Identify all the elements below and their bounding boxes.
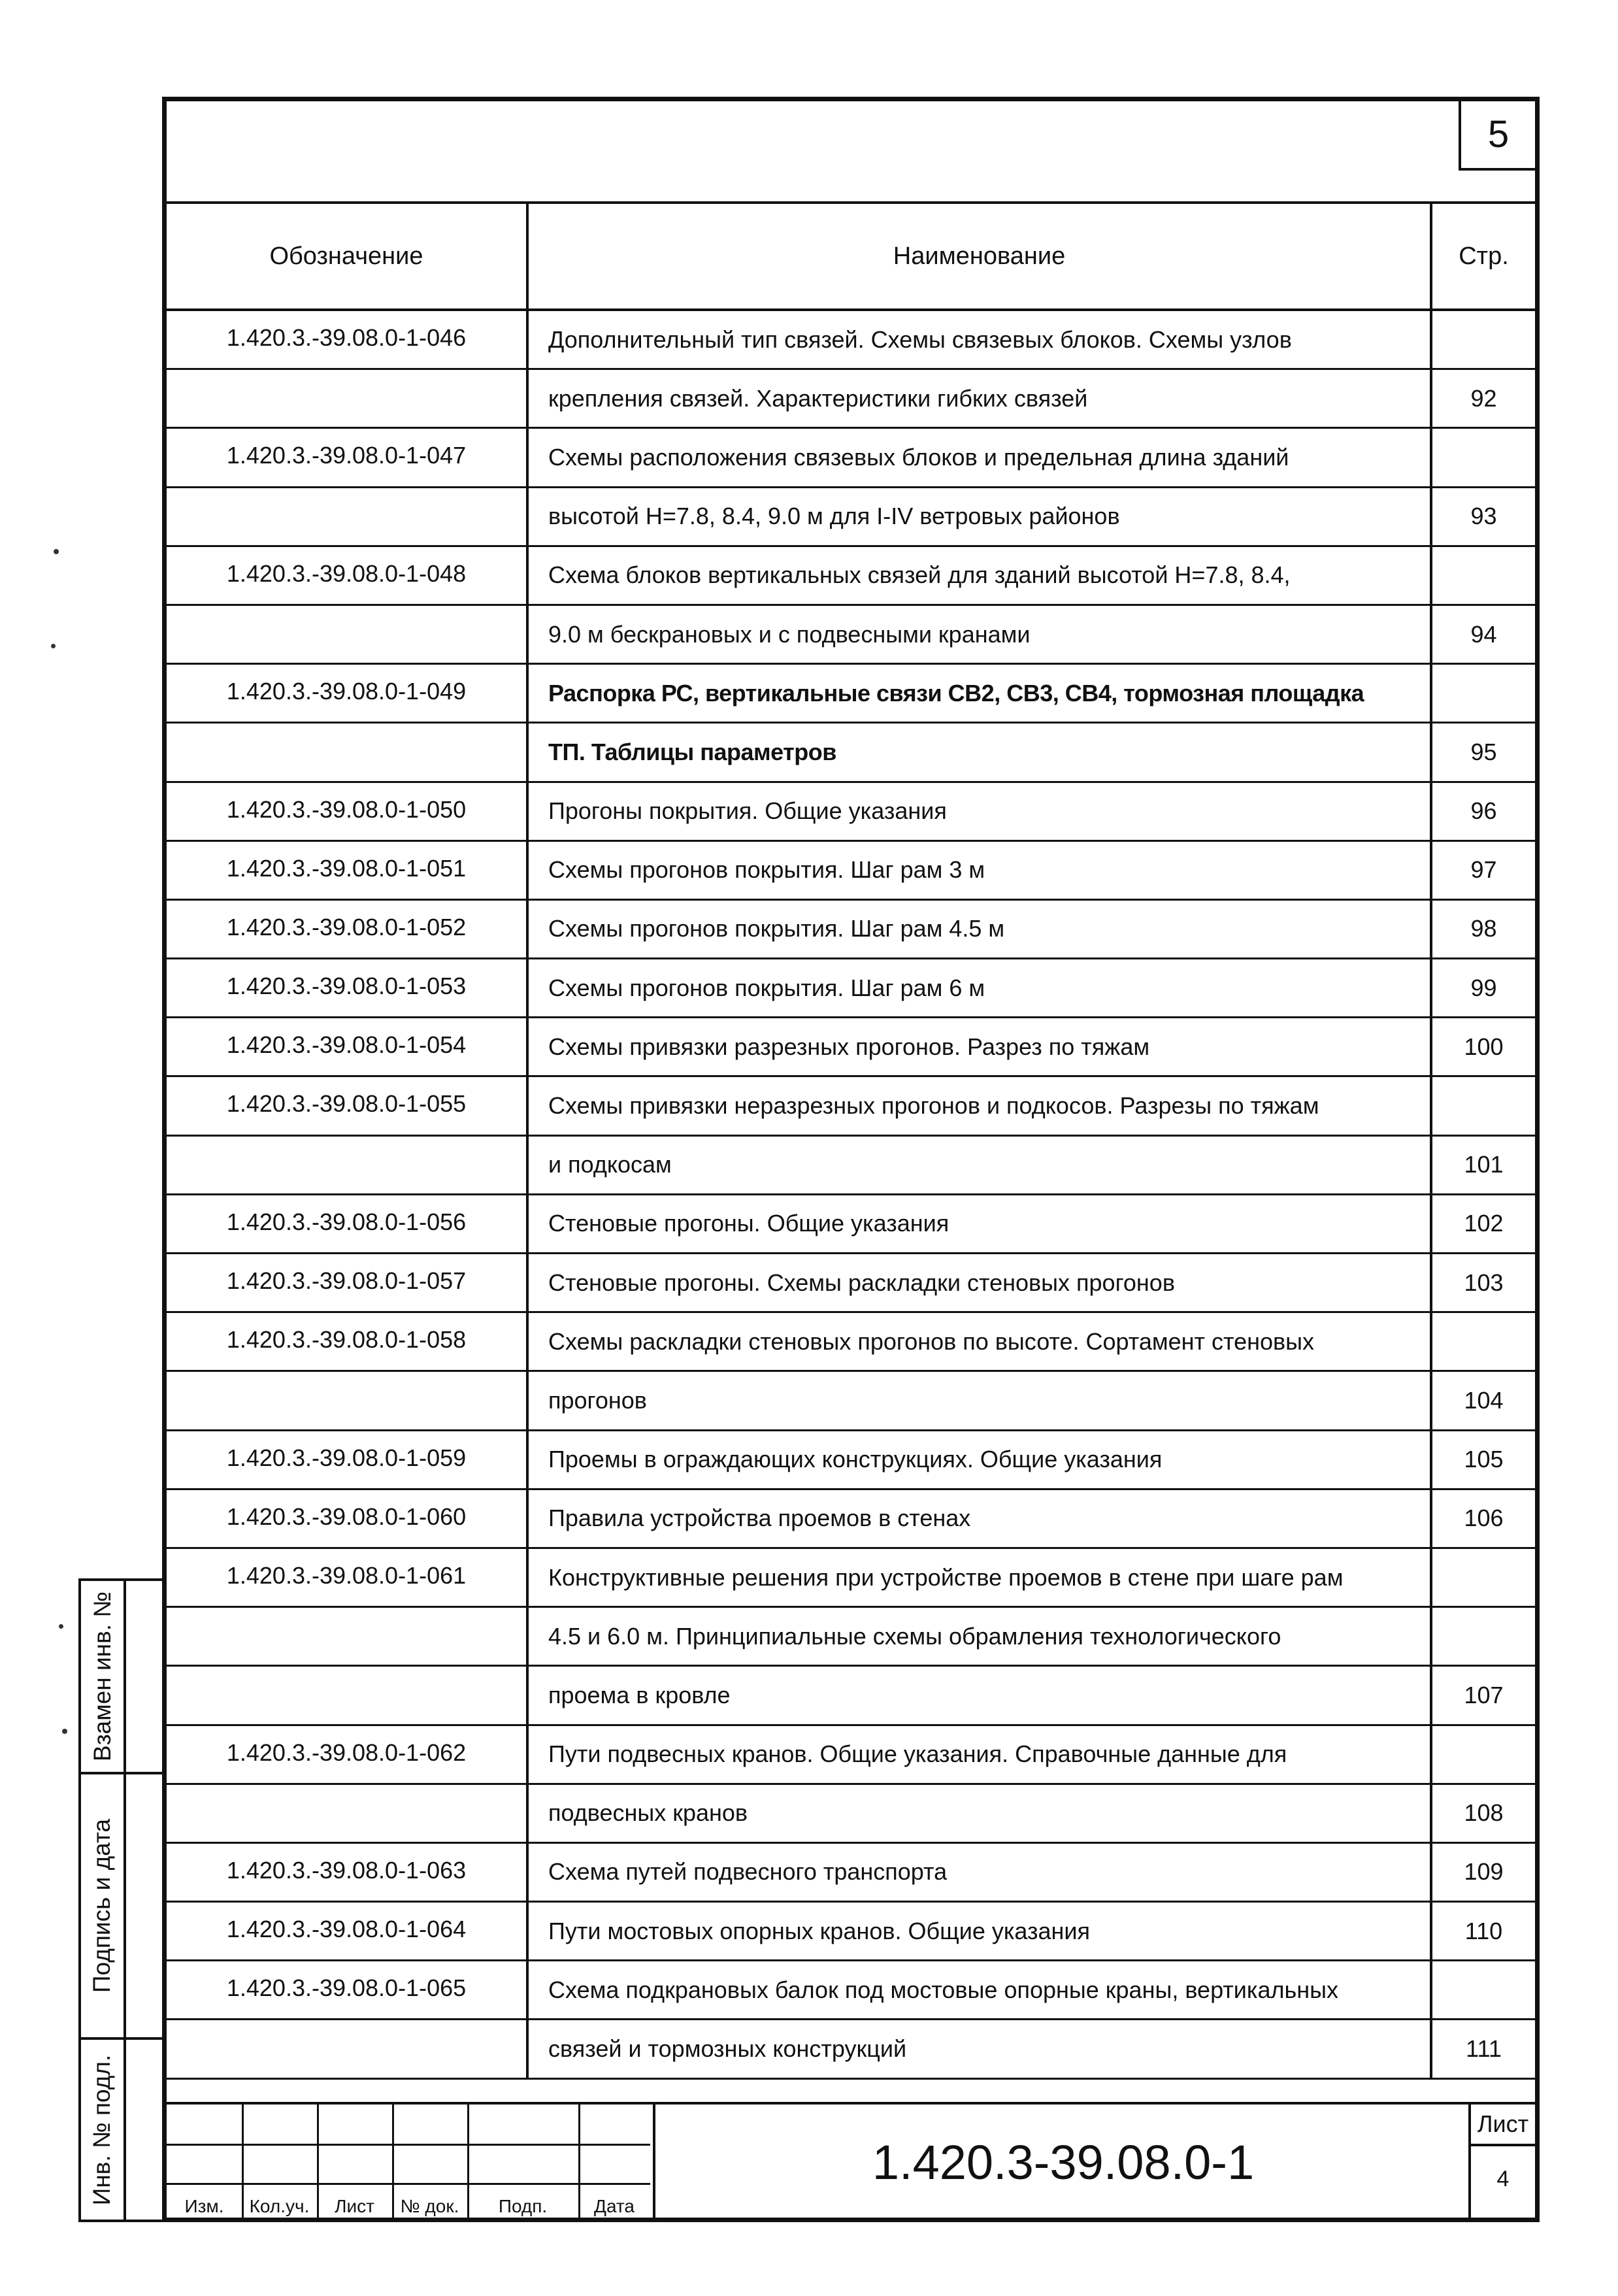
table-row: [167, 842, 1535, 901]
row-code: [167, 1137, 526, 1193]
side-label-sign: Подпись и дата: [88, 1818, 116, 1993]
row-name: Конструктивные решения при устройстве проемов в стене при шаге рам: [526, 1549, 1430, 1606]
row-name: Правила устройства проемов в стенах: [526, 1490, 1430, 1547]
row-page: 99: [1430, 959, 1535, 1016]
row-name: связей и тормозных конструкций: [526, 2020, 1430, 2077]
sheet-value: 4: [1496, 2166, 1510, 2191]
table-row: [167, 1018, 1535, 1077]
row-code: 1.420.3.-39.08.0-1-056: [226, 1208, 467, 1235]
document-code: 1.420.3-39.08.0-1: [653, 2105, 1471, 2220]
row-page: 93: [1430, 488, 1535, 545]
row-code: 1.420.3.-39.08.0-1-064: [226, 1916, 467, 1943]
row-code: 1.420.3.-39.08.0-1-052: [226, 913, 467, 940]
row-name: Схемы прогонов покрытия. Шаг рам 4.5 м: [526, 901, 1430, 957]
row-name: Схемы прогонов покрытия. Шаг рам 6 м: [526, 959, 1430, 1016]
stamp-label-list: Лист: [335, 2196, 374, 2216]
row-name: Схемы расположения связевых блоков и предельная длина зданий: [526, 429, 1430, 486]
table-header: [167, 201, 1535, 311]
row-page: [1430, 665, 1535, 722]
row-code: [167, 370, 526, 427]
page-number: 5: [1459, 100, 1536, 171]
table-row: [167, 1903, 1535, 1961]
row-page: 102: [1430, 1195, 1535, 1252]
row-page: 110: [1430, 1903, 1535, 1959]
row-name: Распорка РС, вертикальные связи СВ2, СВ3, СВ4, тормозная площадка: [526, 665, 1430, 722]
table-row: [167, 1844, 1535, 1903]
table-row: [167, 1608, 1535, 1667]
row-name: Стеновые прогоны. Общие указания: [526, 1195, 1430, 1252]
row-code: 1.420.3.-39.08.0-1-058: [226, 1326, 467, 1354]
table-row: [167, 1431, 1535, 1490]
table-row: [167, 1372, 1535, 1431]
table-row: [167, 1549, 1535, 1608]
side-inv-original: [78, 2037, 167, 2222]
row-code: 1.420.3.-39.08.0-1-055: [226, 1090, 467, 1118]
row-name: Схема подкрановых балок под мостовые опорные краны, вертикальных: [526, 1961, 1430, 2018]
title-block: [167, 2102, 1535, 2220]
row-page: 96: [1430, 783, 1535, 840]
row-name: Схемы прогонов покрытия. Шаг рам 3 м: [526, 842, 1430, 899]
row-name: крепления связей. Характеристики гибких связей: [526, 370, 1430, 427]
row-page: 107: [1430, 1667, 1535, 1723]
row-name: проема в кровле: [526, 1667, 1430, 1723]
row-name: высотой Н=7.8, 8.4, 9.0 м для I-IV ветровых районов: [526, 488, 1430, 545]
header-code: Обозначение: [269, 242, 423, 270]
row-page: [1430, 429, 1535, 486]
table-row: [167, 2020, 1535, 2079]
row-code: 1.420.3.-39.08.0-1-062: [226, 1739, 467, 1766]
row-page: 92: [1430, 370, 1535, 427]
row-page: 109: [1430, 1844, 1535, 1901]
scan-speck: [51, 644, 56, 648]
row-page: 97: [1430, 842, 1535, 899]
row-name: подвесных кранов: [526, 1785, 1430, 1842]
row-page: [1430, 1313, 1535, 1370]
table-row: [167, 1313, 1535, 1372]
row-page: 105: [1430, 1431, 1535, 1488]
row-name: Дополнительный тип связей. Схемы связевых блоков. Схемы узлов: [526, 311, 1430, 368]
row-code: 1.420.3.-39.08.0-1-059: [226, 1444, 467, 1471]
table-row: [167, 1195, 1535, 1254]
row-code: [167, 488, 526, 545]
table-row: [167, 1961, 1535, 2020]
revision-grid: [167, 2105, 650, 2220]
table-row: [167, 488, 1535, 547]
row-name: Прогоны покрытия. Общие указания: [526, 783, 1430, 840]
header-page: Стр.: [1430, 204, 1535, 308]
row-page: [1430, 1077, 1535, 1134]
row-name: и подкосам: [526, 1137, 1430, 1193]
row-code: 1.420.3.-39.08.0-1-057: [226, 1267, 467, 1294]
row-code: [167, 1608, 526, 1665]
row-code: 1.420.3.-39.08.0-1-048: [226, 559, 467, 587]
table-row: [167, 370, 1535, 429]
row-code: 1.420.3.-39.08.0-1-046: [226, 324, 467, 351]
row-code: 1.420.3.-39.08.0-1-053: [226, 973, 467, 1000]
side-replace-inv: [78, 1578, 167, 1774]
row-code: 1.420.3.-39.08.0-1-061: [226, 1561, 467, 1589]
row-page: [1430, 1726, 1535, 1783]
table-row: [167, 783, 1535, 842]
row-page: 108: [1430, 1785, 1535, 1842]
table-row: [167, 311, 1535, 370]
row-code: 1.420.3.-39.08.0-1-054: [226, 1031, 467, 1059]
row-page: 94: [1430, 606, 1535, 663]
row-code: 1.420.3.-39.08.0-1-051: [226, 854, 467, 882]
row-name: ТП. Таблицы параметров: [526, 724, 1430, 780]
row-page: [1430, 1608, 1535, 1665]
table-row: [167, 1137, 1535, 1195]
stamp-label-izm: Изм.: [184, 2196, 224, 2216]
table-row: [167, 724, 1535, 782]
row-page: 101: [1430, 1137, 1535, 1193]
row-page: [1430, 311, 1535, 368]
table-row: [167, 1490, 1535, 1549]
row-code: [167, 1785, 526, 1842]
table-row: [167, 1785, 1535, 1844]
row-code: [167, 724, 526, 780]
row-page: 98: [1430, 901, 1535, 957]
table-row: [167, 606, 1535, 665]
table-row: [167, 901, 1535, 959]
table-row: [167, 429, 1535, 488]
scan-speck: [54, 549, 59, 554]
table-row: [167, 1077, 1535, 1136]
scan-speck: [59, 1624, 63, 1629]
row-code: 1.420.3.-39.08.0-1-063: [226, 1856, 467, 1884]
row-page: 106: [1430, 1490, 1535, 1547]
stamp-label-date: Дата: [593, 2196, 635, 2216]
stamp-label-kol: Кол.уч.: [249, 2196, 310, 2216]
row-name: 4.5 и 6.0 м. Принципиальные схемы обрамления технологического: [526, 1608, 1430, 1665]
row-name: 9.0 м бескрановых и с подвесными кранами: [526, 606, 1430, 663]
table-row: [167, 665, 1535, 724]
row-code: 1.420.3.-39.08.0-1-049: [226, 678, 467, 705]
row-name: Схемы привязки неразрезных прогонов и подкосов. Разрезы по тяжам: [526, 1077, 1430, 1134]
row-code: 1.420.3.-39.08.0-1-047: [226, 442, 467, 469]
table-row: [167, 1726, 1535, 1785]
row-page: 104: [1430, 1372, 1535, 1429]
row-page: 103: [1430, 1254, 1535, 1311]
row-name: Проемы в ограждающих конструкциях. Общие указания: [526, 1431, 1430, 1488]
row-name: Схемы привязки разрезных прогонов. Разрез по тяжам: [526, 1018, 1430, 1075]
row-page: [1430, 1549, 1535, 1606]
row-name: прогонов: [526, 1372, 1430, 1429]
row-code: 1.420.3.-39.08.0-1-060: [226, 1503, 467, 1530]
table-row: [167, 1254, 1535, 1313]
side-label-inv: Инв. № подл.: [88, 2054, 116, 2205]
row-page: 111: [1430, 2020, 1535, 2077]
row-code: [167, 1372, 526, 1429]
table-row: [167, 959, 1535, 1018]
table-row: [167, 1667, 1535, 1725]
contents-table: [167, 311, 1535, 2080]
row-name: Схемы раскладки стеновых прогонов по высоте. Сортамент стеновых: [526, 1313, 1430, 1370]
stamp-label-doc: № док.: [400, 2196, 459, 2216]
table-row: [167, 547, 1535, 606]
row-page: 95: [1430, 724, 1535, 780]
stamp-label-sign: Подп.: [498, 2196, 548, 2216]
row-page: [1430, 1961, 1535, 2018]
row-code: [167, 2020, 526, 2077]
side-sign-date: [78, 1772, 167, 2040]
row-code: [167, 606, 526, 663]
header-name: Наименование: [526, 204, 1430, 308]
scan-speck: [62, 1729, 67, 1734]
row-code: 1.420.3.-39.08.0-1-050: [226, 795, 467, 823]
row-name: Схема блоков вертикальных связей для зданий высотой Н=7.8, 8.4,: [526, 547, 1430, 604]
row-name: Стеновые прогоны. Схемы раскладки стеновых прогонов: [526, 1254, 1430, 1311]
row-code: [167, 1667, 526, 1723]
row-name: Схема путей подвесного транспорта: [526, 1844, 1430, 1901]
sheet-box: [1468, 2105, 1535, 2220]
row-name: Пути мостовых опорных кранов. Общие указания: [526, 1903, 1430, 1959]
side-label-replace: Взамен инв. №: [88, 1591, 116, 1761]
row-page: [1430, 547, 1535, 604]
sheet-label: Лист: [1471, 2105, 1535, 2146]
row-name: Пути подвесных кранов. Общие указания. Справочные данные для: [526, 1726, 1430, 1783]
row-page: 100: [1430, 1018, 1535, 1075]
row-code: 1.420.3.-39.08.0-1-065: [226, 1974, 467, 2002]
